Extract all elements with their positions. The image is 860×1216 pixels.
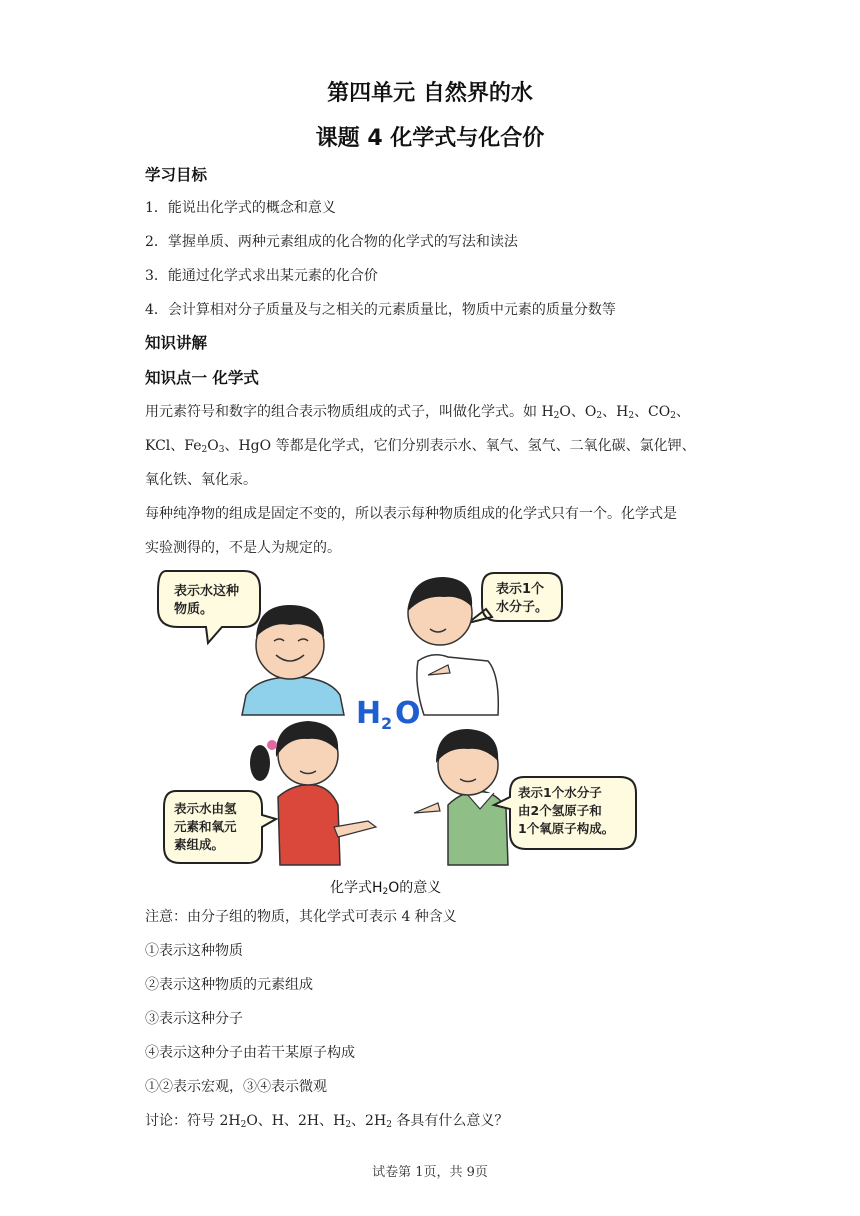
boy-bottom-right-figure (414, 729, 508, 865)
speech-bubble-top-left (158, 571, 260, 643)
speech-bubble-bottom-right (494, 777, 636, 849)
bubble-text: 1个氧原子构成。 (518, 821, 615, 836)
bubble-text: 水分子。 (496, 600, 549, 615)
note-item: ③表示这种分子 (145, 1011, 243, 1027)
h2o-formula (356, 696, 421, 733)
bubble-text: 元素和氧元 (174, 819, 237, 834)
bubble-text: 表示水由氢 (174, 801, 237, 816)
bubble-text: 素组成。 (174, 837, 225, 852)
svg-text:H: H (356, 696, 382, 731)
paragraph-line: 实验测得的，不是人为规定的。 (145, 540, 341, 556)
page-footer: 试卷第 1页，共 9页 (372, 1165, 488, 1180)
lesson-title: 课题 4 化学式与化合价 (315, 126, 545, 151)
discussion-question: 讨论：符号 $2H_2O$、H、2H、$H_2$、$2H_2$ 各具有什么意义？ (145, 1113, 509, 1130)
note-item: ④表示这种分子由若干某原子构成 (145, 1045, 355, 1061)
bubble-text: 物质。 (174, 602, 214, 617)
paragraph-line: KCl、$Fe_2O_3$、HgO 等都是化学式，它们分别表示水、氧气、氢气、二氧化碳、氯化钾、 (145, 438, 696, 455)
figure-caption: 化学式$H_2O$的意义 (330, 880, 442, 897)
objective-item: 3．能通过化学式求出某元素的化合价 (145, 268, 378, 284)
note-item: ①表示这种物质 (145, 943, 243, 959)
svg-text:O: O (395, 696, 421, 731)
knowledge-heading: 知识讲解 (145, 334, 208, 352)
objective-item: 1．能说出化学式的概念和意义 (145, 200, 336, 216)
paragraph-line: 氧化铁、氧化汞。 (145, 472, 257, 488)
bubble-text: 表示水这种 (174, 584, 240, 599)
note-item: ①②表示宏观，③④表示微观 (145, 1079, 327, 1095)
bubble-text: 表示1个水分子 (518, 785, 602, 800)
h2o-meaning-illustration (148, 565, 648, 905)
paragraph-line: 用元素符号和数字的组合表示物质组成的式子，叫做化学式。如 $H_2O$、$O_2$、$H_2$、$CO_2$、 (145, 404, 690, 421)
objective-item: 2．掌握单质、两种元素组成的化合物的化学式的写法和读法 (145, 234, 518, 250)
objective-item: 4．会计算相对分子质量及与之相关的元素质量比，物质中元素的质量分数等 (145, 302, 616, 318)
girl-bottom-left-figure (250, 721, 376, 865)
bubble-text: 由2个氢原子和 (518, 803, 602, 818)
point1-heading: 知识点一 化学式 (145, 369, 259, 387)
svg-text:2: 2 (381, 714, 393, 733)
note-intro: 注意：由分子组的物质，其化学式可表示 4 种含义 (145, 909, 457, 925)
paragraph-line: 每种纯净物的组成是固定不变的，所以表示每种物质组成的化学式只有一个。化学式是 (145, 506, 677, 522)
speech-bubble-bottom-left (164, 791, 276, 863)
note-item: ②表示这种物质的元素组成 (145, 977, 313, 993)
speech-bubble-top-right (468, 573, 562, 623)
bubble-text: 表示1个 (496, 582, 545, 597)
unit-title: 第四单元 自然界的水 (327, 81, 533, 106)
objectives-heading: 学习目标 (145, 166, 208, 184)
